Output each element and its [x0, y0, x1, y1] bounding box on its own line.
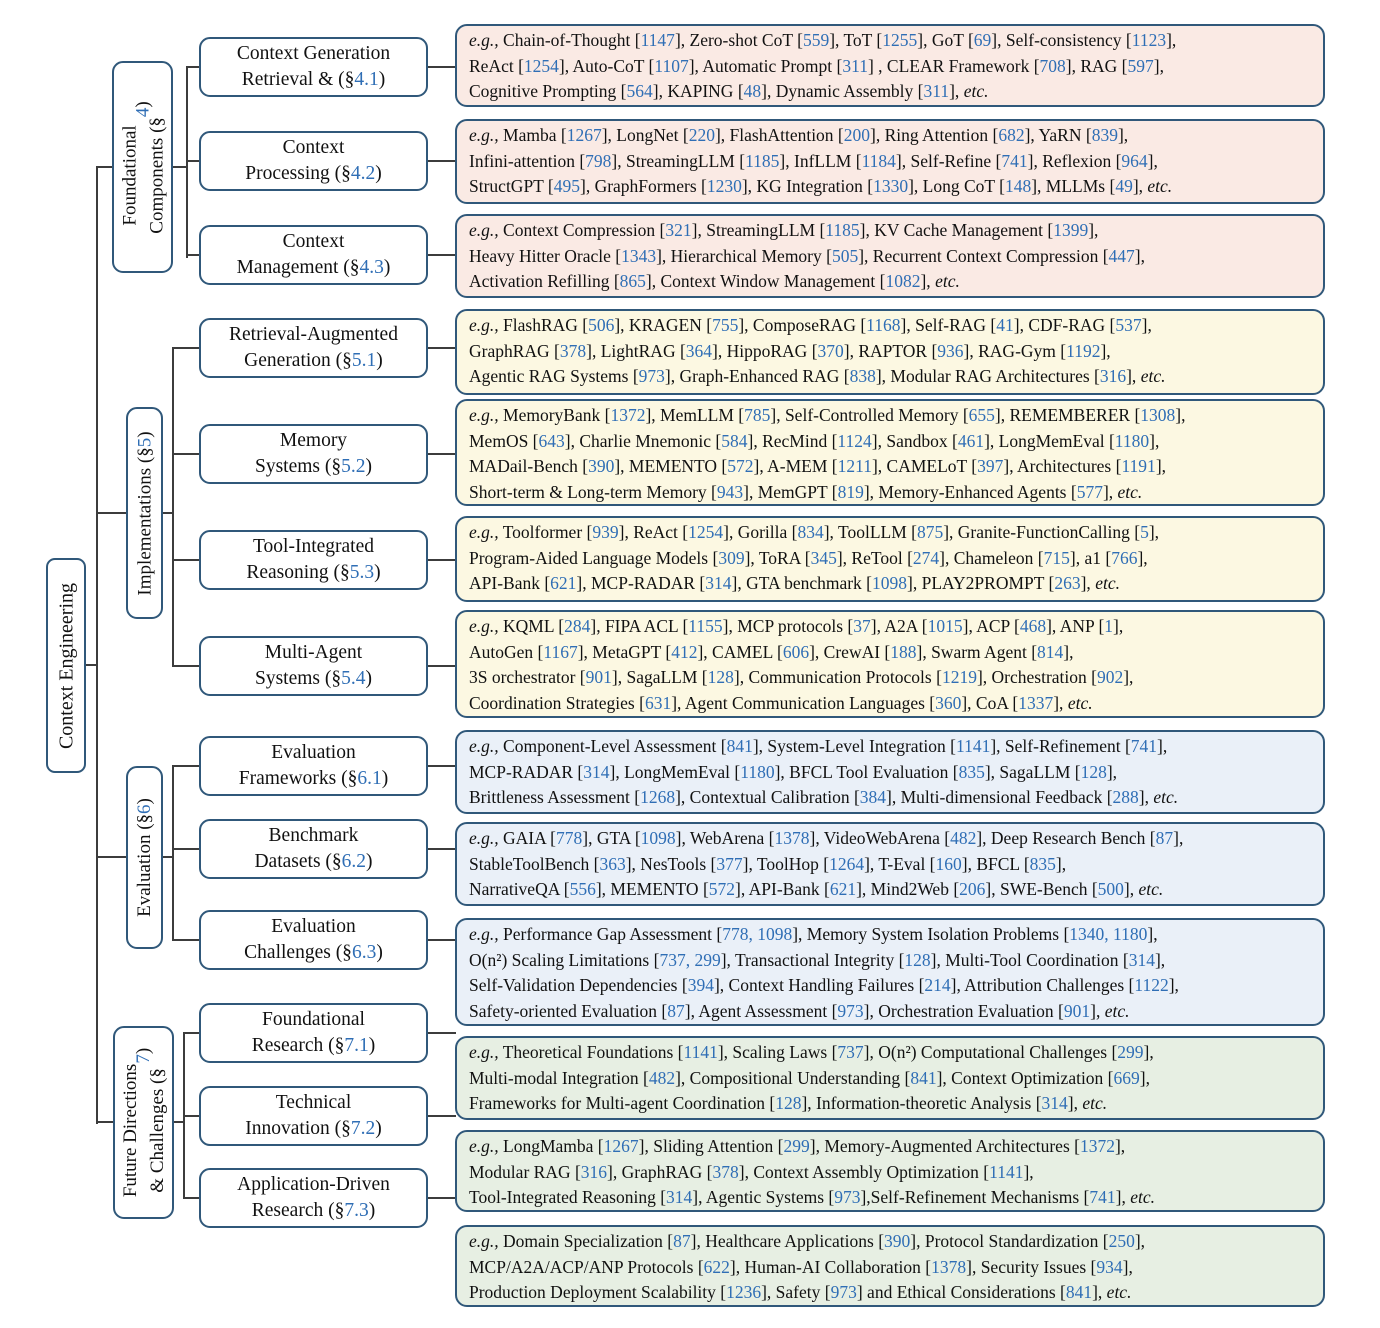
citation-link[interactable]: 865: [619, 271, 646, 291]
citation-link[interactable]: 597: [1127, 55, 1154, 76]
citation-link[interactable]: 814: [1037, 641, 1064, 662]
citation-link[interactable]: 69: [973, 30, 992, 50]
citation-link[interactable]: 669: [1113, 1067, 1140, 1088]
citation-link[interactable]: 1141: [989, 1161, 1024, 1182]
connector-line: [96, 512, 128, 514]
connector-line: [172, 453, 200, 455]
citation-link[interactable]: 1082: [885, 271, 921, 291]
citation-link[interactable]: 377: [716, 853, 743, 874]
citation-link[interactable]: 128: [1080, 761, 1107, 782]
citation-link[interactable]: 378: [712, 1161, 739, 1182]
node-foundational-research: [199, 1003, 428, 1063]
citation-link[interactable]: 785: [744, 405, 771, 425]
citation-link[interactable]: 220: [688, 125, 715, 145]
citation-link[interactable]: 1378: [931, 1256, 967, 1277]
citation-link[interactable]: 214: [924, 975, 951, 995]
examples-box-foundational-research: e.g., Theoretical Foundations [1141], Scaling Laws [737], O(n²) Computational Challenges [299], Multi-modal Integration [482], Compositional Understanding [841], Context Optimization [669], Frameworks for Multi-agent Coordination [128], Information-theoretic Analysis [314], etc.: [455, 1036, 1325, 1120]
connector-line: [96, 856, 128, 858]
citation-link[interactable]: 394: [687, 975, 714, 995]
citation-link[interactable]: 631: [644, 692, 672, 713]
citation-link[interactable]: 1147: [640, 30, 675, 50]
connector-line: [426, 453, 456, 455]
citation-link[interactable]: 461: [957, 430, 985, 451]
citation-link[interactable]: 311: [923, 81, 950, 101]
connector-line: [186, 66, 200, 68]
citation-link[interactable]: 316: [1099, 366, 1127, 386]
citation-link[interactable]: 643: [538, 430, 565, 451]
section-link[interactable]: 6.2: [341, 851, 367, 872]
connector-line: [426, 66, 456, 68]
citation-link[interactable]: 378: [559, 340, 587, 361]
node-benchmark-datasets: [199, 819, 428, 879]
citation-link[interactable]: 606: [782, 641, 810, 662]
citation-link[interactable]: 1254: [523, 55, 559, 76]
section-link[interactable]: 5.2: [341, 456, 366, 477]
citation-link[interactable]: 934: [1096, 1256, 1123, 1277]
citation-link[interactable]: 737, 299: [659, 949, 721, 970]
node-multi-agent-systems: [199, 636, 428, 696]
citation-link[interactable]: 973: [837, 1000, 864, 1021]
node-retrieval-augmented-generation: [199, 318, 428, 378]
connector-line: [186, 160, 200, 162]
connector-line: [186, 254, 200, 256]
connector-line: [183, 1032, 200, 1034]
node-label: Multi-Agent Systems (§5.4): [254, 642, 372, 689]
section-link[interactable]: 6.1: [357, 768, 382, 789]
citation-link[interactable]: 1337: [1018, 692, 1054, 713]
citation-link[interactable]: 901: [1063, 1000, 1091, 1021]
citation-link[interactable]: 778, 1098: [722, 924, 793, 944]
citation-link[interactable]: 1: [1104, 616, 1114, 636]
citation-link[interactable]: 655: [968, 405, 995, 425]
citation-link[interactable]: 364: [685, 340, 713, 361]
citation-link[interactable]: 1264: [829, 853, 865, 874]
citation-link[interactable]: 1255: [882, 30, 918, 50]
citation-link[interactable]: 708: [1039, 55, 1066, 76]
citation-link[interactable]: 314: [583, 761, 610, 782]
citation-link[interactable]: 973: [834, 1187, 861, 1207]
citation-link[interactable]: 200: [843, 125, 871, 145]
citation-link[interactable]: 755: [712, 315, 739, 335]
bracket-line: [172, 347, 174, 667]
citation-link[interactable]: 87: [673, 1231, 691, 1251]
trunk-line: [96, 166, 98, 1124]
citation-link[interactable]: 288: [1112, 787, 1139, 807]
section-link[interactable]: 4: [132, 107, 153, 117]
citation-link[interactable]: 1267: [603, 1136, 639, 1156]
examples-box-evaluation-challenges: e.g., Performance Gap Assessment [778, 1098], Memory System Isolation Problems [1340, 1180], O(n²) Scaling Limitations [737, 299], Transactional Integrity [128], Multi-Tool Coordination [314], Self-Validation Dependencies [394], Context Handling Failures [214], Attribution Challenges [1122], Safety-oriented Evaluation [87], Agent Assessment [973], Orchestration Evaluation [901], etc.: [455, 918, 1325, 1026]
citation-link[interactable]: 572: [727, 456, 754, 476]
citation-link[interactable]: 384: [859, 787, 887, 807]
citation-link[interactable]: 412: [671, 641, 698, 662]
citation-link[interactable]: 321: [665, 220, 692, 240]
citation-link[interactable]: 741: [1001, 150, 1028, 171]
examples-box-evaluation-frameworks: e.g., Component-Level Assessment [841], System-Level Integration [1141], Self-Refinement [741], MCP-RADAR [314], LongMemEval [1180], BFCL Tool Evaluation [835], SagaLLM [128], Brittleness Assessment [1268], Contextual Calibration [384], Multi-dimensional Feedback [288], etc.: [455, 730, 1325, 814]
connector-line: [172, 347, 200, 349]
citation-link[interactable]: 1185: [825, 220, 860, 240]
citation-link[interactable]: 188: [890, 641, 917, 662]
citation-link[interactable]: 128: [775, 1093, 802, 1113]
section-link[interactable]: 7.2: [350, 1118, 376, 1139]
citation-link[interactable]: 964: [1121, 150, 1148, 171]
connector-line: [426, 559, 456, 561]
citation-link[interactable]: 128: [904, 949, 931, 970]
section-link[interactable]: 5.3: [349, 562, 375, 583]
connector-line: [172, 559, 200, 561]
citation-link[interactable]: 1343: [621, 245, 657, 266]
root-node-context-engineering: [46, 558, 86, 773]
citation-link[interactable]: 274: [912, 547, 940, 568]
citation-link[interactable]: 838: [849, 366, 876, 386]
citation-link[interactable]: 495: [553, 176, 580, 196]
citation-link[interactable]: 556: [569, 879, 596, 899]
citation-link[interactable]: 572: [708, 879, 736, 899]
node-label: Benchmark Datasets (§6.2): [254, 825, 373, 872]
citation-link[interactable]: 48: [743, 81, 762, 101]
citation-link[interactable]: 1372: [1079, 1136, 1115, 1156]
citation-link[interactable]: 1399: [1053, 220, 1089, 240]
citation-link[interactable]: 1180: [740, 761, 775, 782]
connector-line: [426, 1115, 456, 1117]
citation-link[interactable]: 314: [666, 1187, 693, 1207]
citation-link[interactable]: 505: [831, 245, 859, 266]
connector-line: [426, 765, 456, 767]
citation-link[interactable]: 577: [1076, 481, 1103, 502]
connector-line: [172, 765, 200, 767]
citation-link[interactable]: 314: [1041, 1093, 1068, 1113]
connector-line: [183, 1197, 200, 1199]
citation-link[interactable]: 482: [950, 828, 977, 848]
examples-box-memory-systems: e.g., MemoryBank [1372], MemLLM [785], Self-Controlled Memory [655], REMEMBERER [1308], MemOS [643], Charlie Mnemonic [584], RecMind [1124], Sandbox [461], LongMemEval [1180], MADail-Bench [390], MEMENTO [572], A-MEM [1211], CAMELoT [397], Architectures [1191], Short-term & Long-term Memory [943], MemGPT [819], Memory-Enhanced Agents [577], etc.: [455, 399, 1325, 506]
group-label: Evaluation (§ 6 ): [128, 768, 161, 947]
examples-box-technical-innovation: e.g., LongMamba [1267], Sliding Attention [299], Memory-Augmented Architectures [1372], Modular RAG [316], GraphRAG [378], Context Assembly Optimization [1141], Tool-Integrated Reasoning [314], Agentic Systems [973],Self-Refinement Mechanisms [741], etc.: [455, 1130, 1325, 1212]
citation-link[interactable]: 250: [1108, 1231, 1135, 1251]
citation-link[interactable]: 1219: [941, 667, 977, 687]
citation-link[interactable]: 622: [703, 1256, 730, 1277]
citation-link[interactable]: 798: [585, 150, 612, 171]
citation-link[interactable]: 1236: [726, 1282, 762, 1302]
group-label: Foundational Components (§ 4 ): [118, 100, 167, 234]
connector-line: [426, 1197, 456, 1199]
citation-link[interactable]: 778: [556, 828, 583, 848]
citation-link[interactable]: 482: [648, 1067, 676, 1088]
citation-link[interactable]: 316: [580, 1161, 608, 1182]
group-node-future-directions: [113, 1026, 174, 1219]
citation-link[interactable]: 841: [1065, 1282, 1093, 1302]
citation-link[interactable]: 1378: [774, 828, 810, 848]
citation-link[interactable]: 363: [599, 853, 626, 874]
connector-line: [426, 1032, 456, 1034]
citation-link[interactable]: 468: [1019, 616, 1047, 636]
citation-link[interactable]: 559: [802, 30, 830, 50]
examples-box-tool-integrated-reasoning: e.g., Toolformer [939], ReAct [1254], Gorilla [834], ToolLLM [875], Granite-FunctionCalling [5], Program-Aided Language Models [309], ToRA [345], ReTool [274], Chameleon [715], a1 [766], API-Bank [621], MCP-RADAR [314], GTA benchmark [1098], PLAY2PROMPT [263], etc.: [455, 516, 1325, 602]
citation-link[interactable]: 390: [884, 1231, 911, 1251]
node-label: Context Processing (§4.2): [245, 137, 382, 184]
connector-line: [172, 665, 200, 667]
examples-box-context-management: e.g., Context Compression [321], StreamingLLM [1185], KV Cache Management [1399], Heavy Hitter Oracle [1343], Hierarchical Memory [505], Recurrent Context Compression [447], Activation Refilling [865], Context Window Management [1082], etc.: [455, 214, 1325, 298]
citation-link[interactable]: 943: [716, 481, 744, 502]
node-memory-systems: [199, 424, 428, 484]
citation-link[interactable]: 1122: [1134, 975, 1169, 995]
node-evaluation-frameworks: [199, 736, 428, 796]
node-label: Foundational Research (§7.1): [251, 1009, 376, 1056]
citation-link[interactable]: 621: [550, 573, 577, 593]
connector-line: [426, 939, 456, 941]
section-link[interactable]: 7.3: [344, 1200, 369, 1221]
connector-line: [183, 1115, 200, 1117]
citation-link[interactable]: 1141: [683, 1042, 718, 1062]
section-link[interactable]: 6.3: [351, 942, 377, 963]
citation-link[interactable]: 1185: [745, 150, 780, 171]
citation-link[interactable]: 128: [707, 667, 734, 687]
citation-link[interactable]: 263: [1054, 573, 1081, 593]
citation-link[interactable]: 284: [564, 616, 591, 636]
citation-link[interactable]: 537: [1115, 315, 1142, 335]
connector-line: [172, 848, 200, 850]
node-context-processing: [199, 131, 428, 191]
citation-link[interactable]: 49: [1115, 176, 1133, 196]
citation-link[interactable]: 506: [588, 315, 615, 335]
node-tool-integrated-reasoning: [199, 530, 428, 590]
citation-link[interactable]: 834: [797, 522, 824, 542]
citation-link[interactable]: 299: [783, 1136, 810, 1156]
citation-link[interactable]: 819: [837, 481, 864, 502]
node-application-driven-research: [199, 1168, 428, 1228]
section-link[interactable]: 7: [133, 1054, 154, 1064]
node-label: Context Generation Retrieval & (§4.1): [236, 43, 391, 90]
citation-link[interactable]: 87: [1155, 828, 1174, 848]
examples-box-multi-agent-systems: e.g., KQML [284], FIPA ACL [1155], MCP protocols [37], A2A [1015], ACP [468], ANP [1], AutoGen [1167], MetaGPT [412], CAMEL [606], CrewAI [188], Swarm Agent [814], 3S orchestrator [901], SagaLLM [128], Communication Protocols [1219], Orchestration [902], Coordination Strategies [631], Agent Communication Languages [360], CoA [1337], etc.: [455, 610, 1325, 718]
connector-line: [426, 848, 456, 850]
citation-link[interactable]: 1123: [1131, 30, 1167, 50]
node-label: Context Management (§4.3): [236, 231, 391, 278]
citation-link[interactable]: 839: [1091, 125, 1118, 145]
citation-link[interactable]: 148: [1004, 176, 1032, 196]
section-link[interactable]: 4.1: [354, 69, 379, 90]
citation-link[interactable]: 370: [817, 340, 844, 361]
citation-link[interactable]: 584: [721, 430, 748, 451]
citation-link[interactable]: 1308: [1140, 405, 1176, 425]
citation-link[interactable]: 1267: [566, 125, 602, 145]
bracket-line: [172, 765, 174, 941]
section-link[interactable]: 6: [134, 804, 155, 814]
citation-link[interactable]: 1124: [837, 430, 872, 451]
node-label: Retrieval-Augmented Generation (§5.1): [229, 324, 398, 371]
citation-link[interactable]: 206: [959, 879, 986, 899]
node-label: Evaluation Frameworks (§6.1): [238, 742, 389, 789]
citation-link[interactable]: 741: [1130, 736, 1158, 756]
citation-link[interactable]: 766: [1111, 547, 1138, 568]
citation-link[interactable]: 564: [626, 81, 653, 101]
section-link[interactable]: 5.4: [341, 668, 366, 689]
node-technical-innovation: [199, 1086, 428, 1146]
citation-link[interactable]: 41: [996, 315, 1014, 335]
citation-link[interactable]: 314: [705, 573, 732, 593]
citation-link[interactable]: 311: [842, 55, 868, 76]
group-label: Implementations (§ 5 ): [128, 409, 161, 617]
citation-link[interactable]: 314: [1128, 949, 1155, 970]
citation-link[interactable]: 902: [1096, 667, 1124, 687]
citation-link[interactable]: 901: [585, 667, 612, 687]
node-label: Memory Systems (§5.2): [254, 430, 372, 477]
citation-link[interactable]: 1330: [873, 176, 909, 196]
connector-line: [172, 939, 200, 941]
citation-link[interactable]: 939: [592, 522, 619, 542]
citation-link[interactable]: 447: [1108, 245, 1135, 266]
citation-link[interactable]: 835: [958, 761, 985, 782]
citation-link[interactable]: 1211: [837, 456, 872, 476]
citation-link[interactable]: 345: [810, 547, 837, 568]
citation-link[interactable]: 841: [910, 1067, 937, 1088]
citation-link[interactable]: 299: [1117, 1042, 1144, 1062]
citation-link[interactable]: 397: [977, 456, 1004, 476]
citation-link[interactable]: 737: [837, 1042, 864, 1062]
citation-link[interactable]: 1180: [1114, 430, 1150, 451]
group-node-implementations: [126, 407, 163, 619]
node-label: Evaluation Challenges (§6.3): [244, 916, 383, 963]
connector-line: [426, 160, 456, 162]
node-evaluation-challenges: [199, 910, 428, 970]
group-node-foundational-components: [112, 61, 173, 273]
citation-link[interactable]: 936: [937, 340, 964, 361]
citation-link[interactable]: 715: [1043, 547, 1070, 568]
citation-link[interactable]: 1107: [654, 55, 689, 76]
citation-link[interactable]: 973: [830, 1282, 857, 1302]
citation-link[interactable]: 841: [726, 736, 753, 756]
citation-link[interactable]: 1184: [861, 150, 896, 171]
root-stub-line: [84, 664, 98, 666]
citation-link[interactable]: 741: [1089, 1187, 1116, 1207]
citation-link[interactable]: 835: [1029, 853, 1056, 874]
citation-link[interactable]: 390: [588, 456, 615, 476]
section-link[interactable]: 5.1: [351, 350, 377, 371]
node-label: Tool-Integrated Reasoning (§5.3): [246, 536, 381, 583]
citation-link[interactable]: 1192: [1066, 340, 1101, 361]
examples-box-context-generation: e.g., Chain-of-Thought [1147], Zero-shot CoT [559], ToT [1255], GoT [69], Self-consistency [1123], ReAct [1254], Auto-CoT [1107], Automatic Prompt [311] , CLEAR Framework [708], RAG [597], Cognitive Prompting [564], KAPING [48], Dynamic Assembly [311], etc.: [455, 24, 1325, 107]
node-label: Technical Innovation (§7.2): [245, 1092, 382, 1139]
group-node-evaluation: [126, 766, 163, 949]
citation-link[interactable]: 309: [718, 547, 745, 568]
citation-link[interactable]: 1098: [872, 573, 908, 593]
examples-box-rag: e.g., FlashRAG [506], KRAGEN [755], ComposeRAG [1168], Self-RAG [41], CDF-RAG [537], GraphRAG [378], LightRAG [364], HippoRAG [370], RAPTOR [936], RAG-Gym [1192], Agentic RAG Systems [973], Graph-Enhanced RAG [838], Modular RAG Architectures [316], etc.: [455, 309, 1325, 395]
citation-link[interactable]: 1141: [956, 736, 991, 756]
citation-link[interactable]: 5: [1140, 522, 1149, 542]
citation-link[interactable]: 1372: [610, 405, 646, 425]
node-context-management: [199, 225, 428, 285]
citation-link[interactable]: 360: [935, 692, 962, 713]
citation-link[interactable]: 1015: [927, 616, 963, 636]
examples-box-application-driven-research: e.g., Domain Specialization [87], Healthcare Applications [390], Protocol Standardization [250], MCP/A2A/ACP/ANP Protocols [622], Human-AI Collaboration [1378], Security Issues [934], Production Deployment Scalability [1236], Safety [973] and Ethical Considerations [841], etc.: [455, 1225, 1325, 1307]
citation-link[interactable]: 87: [667, 1000, 685, 1021]
examples-box-benchmark-datasets: e.g., GAIA [778], GTA [1098], WebArena [1378], VideoWebArena [482], Deep Research Bench [87], StableToolBench [363], NesTools [377], ToolHop [1264], T-Eval [160], BFCL [835], NarrativeQA [556], MEMENTO [572], API-Bank [621], Mind2Web [206], SWE-Bench [500], etc.: [455, 822, 1325, 906]
examples-box-context-processing: e.g., Mamba [1267], LongNet [220], FlashAttention [200], Ring Attention [682], YaRN [839], Infini-attention [798], StreamingLLM [1185], InfLLM [1184], Self-Refine [741], Reflexion [964], StructGPT [495], GraphFormers [1230], KG Integration [1330], Long CoT [148], MLLMs [49], etc.: [455, 119, 1325, 204]
bracket-line: [186, 66, 188, 258]
citation-link[interactable]: 1167: [543, 641, 578, 662]
citation-link[interactable]: 1340, 1180: [1069, 924, 1148, 944]
section-link[interactable]: 4.3: [359, 257, 384, 278]
citation-link[interactable]: 621: [829, 879, 857, 899]
connector-line: [426, 347, 456, 349]
citation-link[interactable]: 1254: [688, 522, 724, 542]
citation-link[interactable]: 500: [1097, 879, 1124, 899]
connector-line: [426, 254, 456, 256]
node-context-generation-retrieval: [199, 37, 428, 97]
citation-link[interactable]: 1230: [706, 176, 742, 196]
citation-link[interactable]: 1098: [640, 828, 676, 848]
connector-line: [426, 665, 456, 667]
section-link[interactable]: 4.2: [350, 163, 376, 184]
citation-link[interactable]: 973: [638, 366, 665, 386]
citation-link[interactable]: 1155: [688, 616, 723, 636]
node-label: Application-Driven Research (§7.3): [237, 1174, 390, 1221]
citation-link[interactable]: 1191: [1121, 456, 1156, 476]
citation-link[interactable]: 1168: [866, 315, 901, 335]
citation-link[interactable]: 682: [998, 125, 1025, 145]
section-link[interactable]: 5: [134, 437, 155, 447]
group-label: Future Directions & Challenges (§ 7 ): [119, 1047, 168, 1198]
root-label: Context Engineering: [54, 582, 77, 749]
citation-link[interactable]: 875: [916, 522, 944, 542]
section-link[interactable]: 7.1: [344, 1035, 369, 1056]
citation-link[interactable]: 160: [935, 853, 962, 874]
citation-link[interactable]: 1268: [640, 787, 676, 807]
citation-link[interactable]: 37: [853, 616, 871, 636]
